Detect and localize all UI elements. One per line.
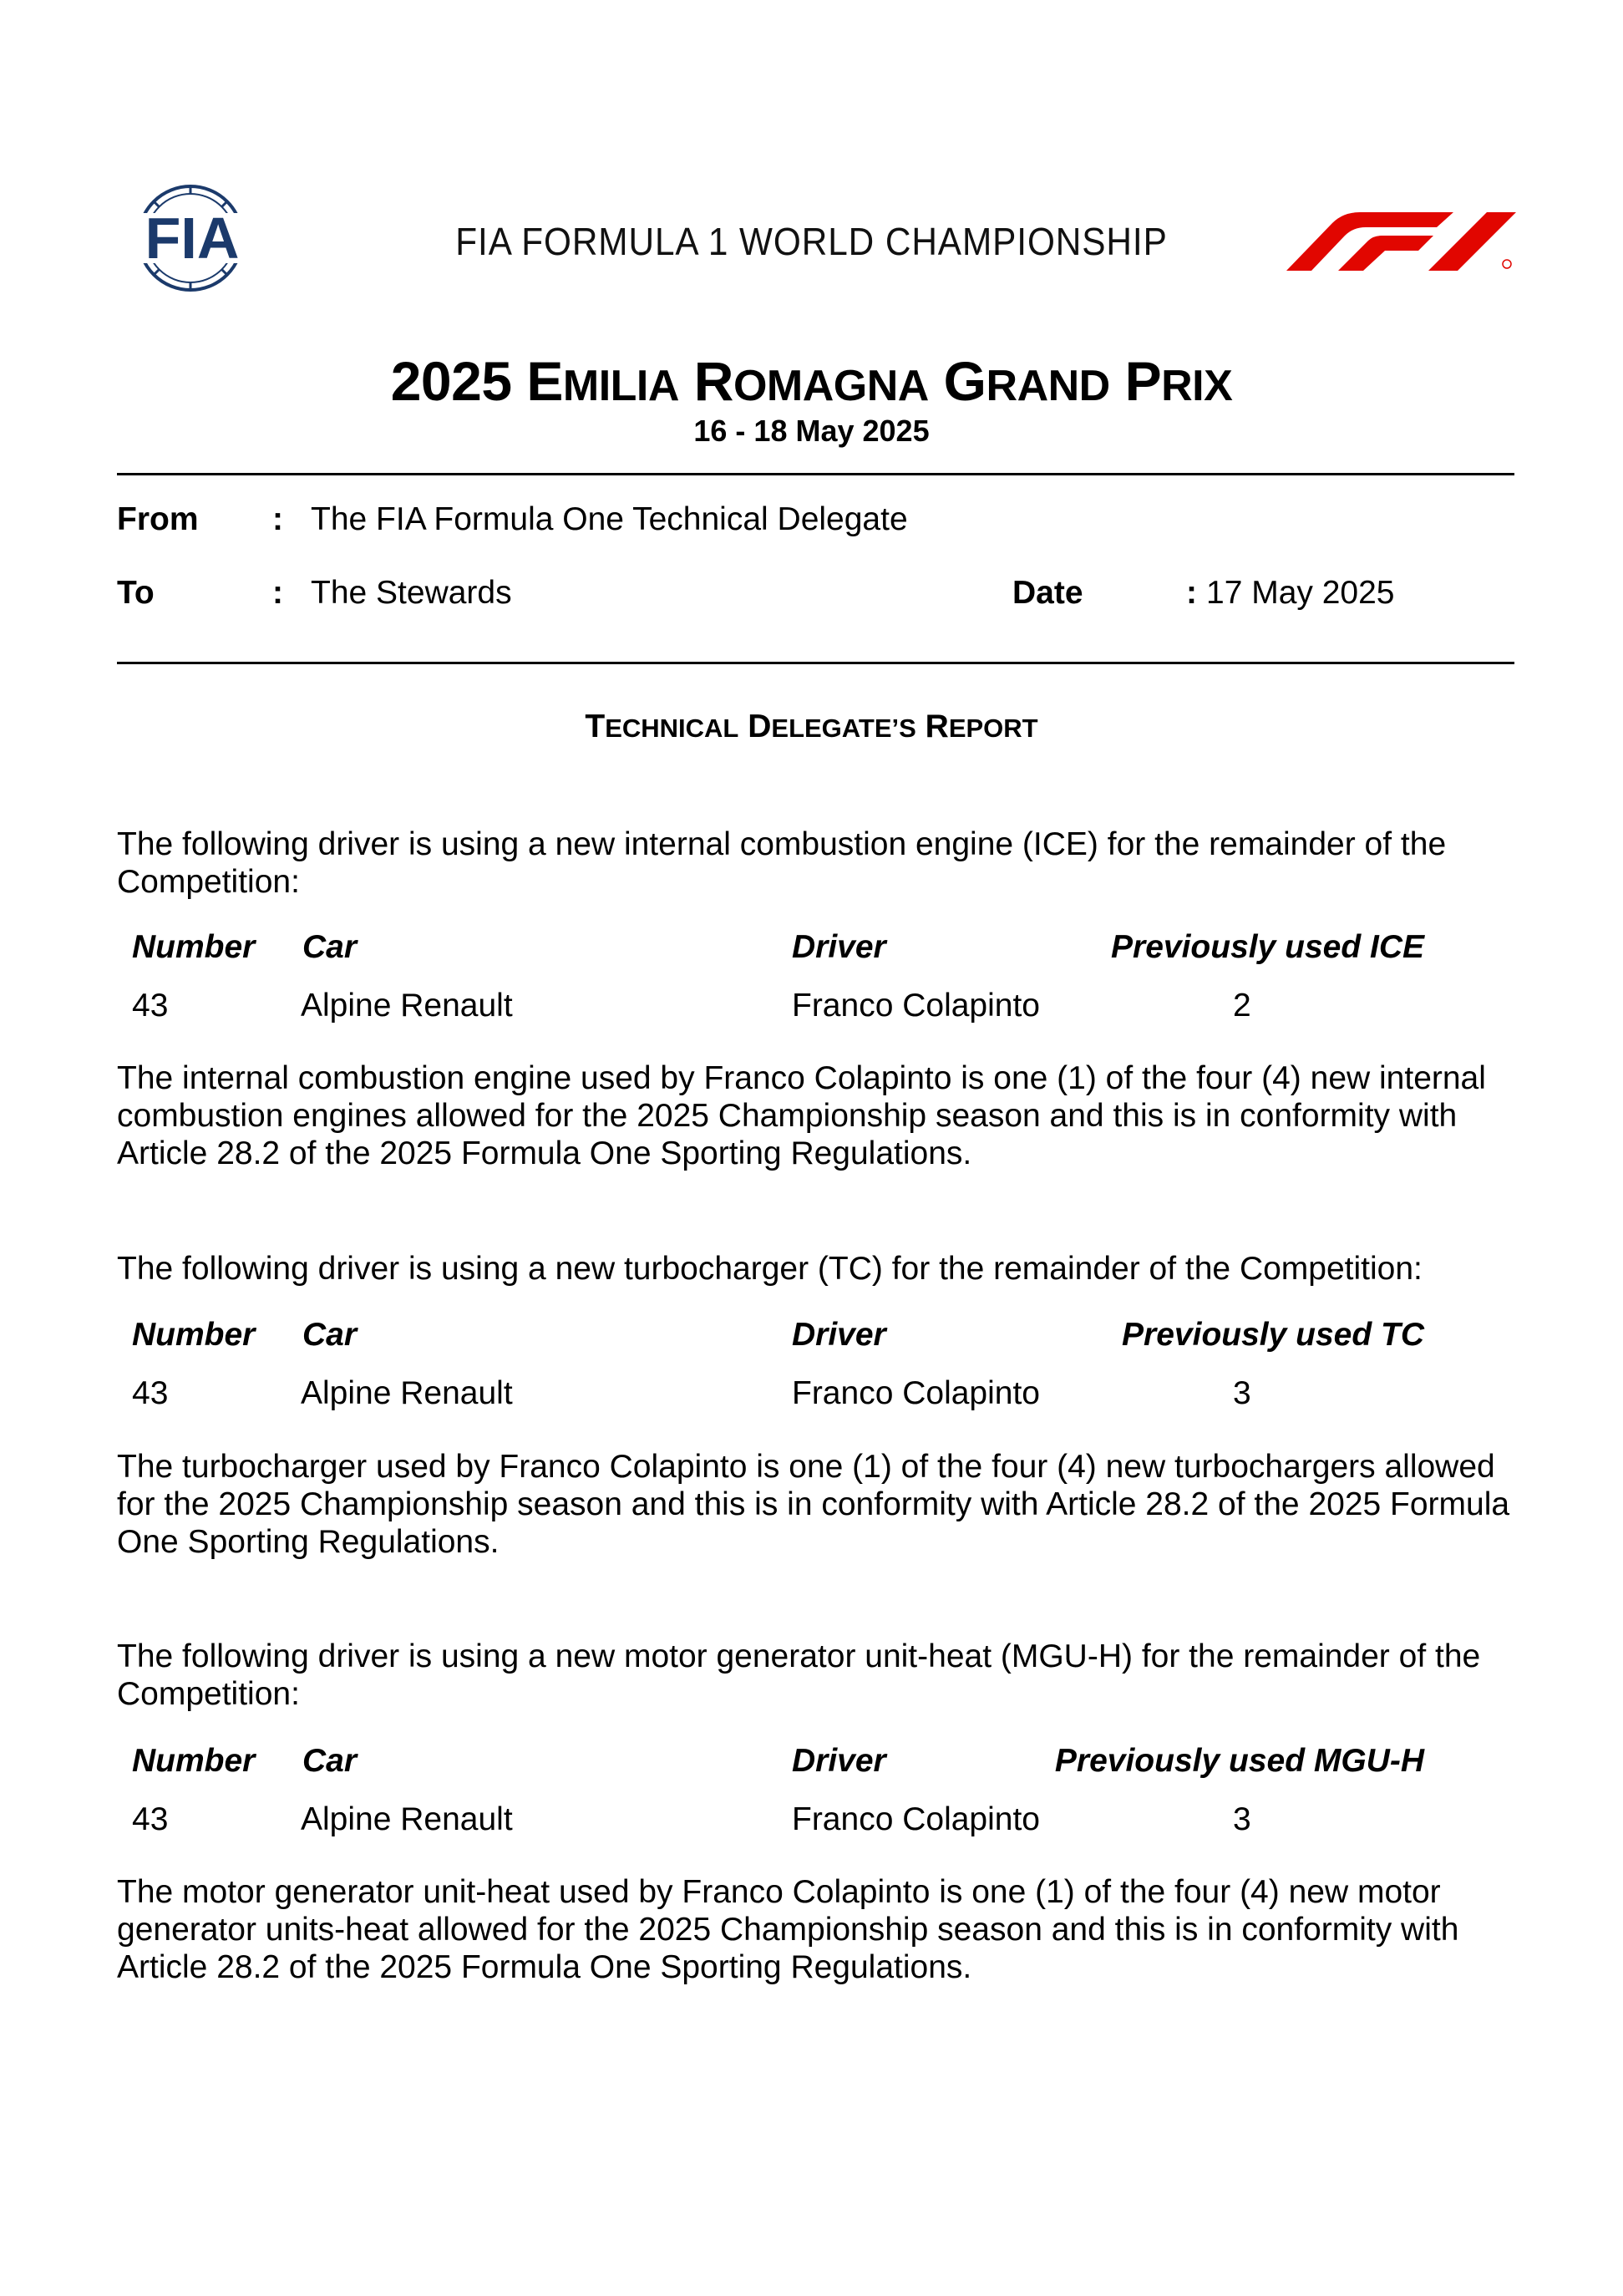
col-header-prev: Previously used MGU-H [1054,1743,1424,1779]
from-value: The FIA Formula One Technical Delegate [311,501,908,537]
divider [117,473,1514,475]
col-header-number: Number [132,1743,256,1779]
to-value: The Stewards [311,575,512,611]
cell-car: Alpine Renault [301,1375,513,1411]
col-header-number: Number [132,929,256,965]
cell-driver: Franco Colapinto [792,1801,1040,1837]
cell-prev: 3 [1233,1375,1251,1411]
event-word: EMILIA [526,350,679,412]
col-header-driver: Driver [792,1743,886,1779]
colon: : [272,575,283,611]
col-header-car: Car [302,1743,358,1779]
event-title [0,348,1623,419]
col-header-number: Number [132,1317,256,1353]
col-header-prev: Previously used TC [1122,1317,1424,1353]
col-header-car: Car [302,1317,358,1353]
colon: : [272,501,283,537]
divider [117,662,1514,664]
event-dates: 16 - 18 May 2025 [693,414,930,448]
from-label: From [117,501,199,537]
cell-number: 43 [132,1801,169,1837]
section-intro: The following driver is using a new motor generator unit-heat (MGU-H) for the remainder of the Competition: [117,1638,1481,1712]
cell-number: 43 [132,988,169,1024]
f1-logo [1286,211,1516,271]
col-header-driver: Driver [792,929,886,965]
championship-title: FIA FORMULA 1 WORLD CHAMPIONSHIP [455,220,1168,263]
colon: : [1186,575,1197,611]
section-intro: The following driver is using a new turbocharger (TC) for the remainder of the Competition: [117,1251,1423,1287]
col-header-prev: Previously used ICE [1111,929,1424,965]
section-note: The internal combustion engine used by Franco Colapinto is one (1) of the four (4) new internal combustion engines allowed for the 2025 Championship season and this is in conformity with Article 28.2 of the 2025 Formula One Sporting Regulations. [117,1060,1486,1171]
report-title: TECHNICAL DELEGATE’S REPORT [585,709,1038,744]
to-label: To [117,575,155,611]
event-word: ROMAGNA [693,350,929,412]
fia-logo-text: FIA [145,206,240,271]
cell-car: Alpine Renault [301,1801,513,1837]
event-word: PRIX [1124,350,1233,412]
date-label: Date [1012,575,1083,611]
cell-number: 43 [132,1375,169,1411]
cell-prev: 3 [1233,1801,1251,1837]
event-year: 2025 [390,350,512,412]
col-header-driver: Driver [792,1317,886,1353]
cell-driver: Franco Colapinto [792,988,1040,1024]
cell-prev: 2 [1233,988,1251,1024]
cell-car: Alpine Renault [301,988,513,1024]
cell-driver: Franco Colapinto [792,1375,1040,1411]
date-value: 17 May 2025 [1206,575,1395,611]
event-word: GRAND [943,350,1110,412]
col-header-car: Car [302,929,358,965]
section-note: The motor generator unit-heat used by Franco Colapinto is one (1) of the four (4) new motor generator units-heat allowed for the 2025 Championship season and this is in conformity with Article 28.2 of the 2025 Formula One Sporting Regulations. [117,1874,1459,1985]
section-note: The turbocharger used by Franco Colapinto is one (1) of the four (4) new turbochargers allowed for the 2025 Championship season and this is in conformity with Article 28.2 of the 2025 Formula One Sporting Regulations. [117,1449,1510,1560]
section-intro: The following driver is using a new internal combustion engine (ICE) for the remainder of the Competition: [117,826,1447,900]
